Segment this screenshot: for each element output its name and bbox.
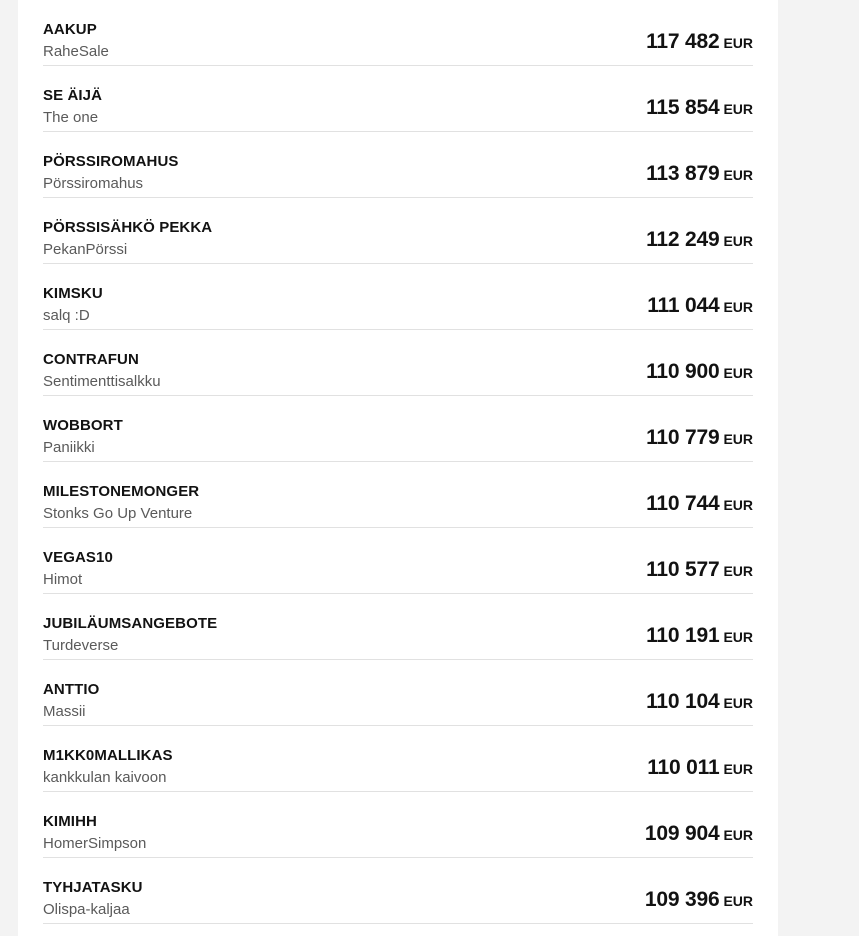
portfolio-name: PekanPörssi	[43, 241, 128, 258]
leaderboard-row-14[interactable]	[43, 858, 753, 924]
leaderboard-row-7[interactable]	[43, 396, 753, 462]
portfolio-value	[646, 558, 753, 584]
portfolio-value	[647, 294, 753, 320]
portfolio-value-currency: EUR	[723, 497, 753, 513]
portfolio-name: Olispa-kaljaa	[43, 901, 130, 918]
portfolio-name: HomerSimpson	[43, 835, 147, 852]
portfolio-value-amount: 110 577	[646, 558, 720, 581]
portfolio-value	[646, 624, 753, 650]
player-nickname: ANTTIO	[43, 681, 100, 698]
portfolio-value	[646, 690, 753, 716]
leaderboard-panel	[18, 0, 778, 936]
portfolio-value-amount: 109 904	[644, 822, 720, 845]
portfolio-value	[646, 360, 753, 386]
portfolio-name: Himot	[43, 571, 83, 588]
player-nickname: PÖRSSIROMAHUS	[43, 153, 179, 170]
portfolio-name: Turdeverse	[43, 637, 119, 654]
leaderboard-row-6[interactable]	[43, 330, 753, 396]
portfolio-name: Sentimenttisalkku	[43, 373, 161, 390]
player-nickname: KIMSKU	[43, 285, 103, 302]
leaderboard-row-9[interactable]	[43, 528, 753, 594]
player-nickname: VEGAS10	[43, 549, 113, 566]
player-nickname: TYHJATASKU	[43, 879, 143, 896]
portfolio-value-amount: 115 854	[646, 96, 720, 119]
portfolio-value-currency: EUR	[723, 827, 753, 843]
portfolio-value-amount: 110 191	[646, 624, 720, 647]
portfolio-value	[646, 96, 753, 122]
portfolio-value-currency: EUR	[723, 101, 753, 117]
portfolio-value-currency: EUR	[723, 761, 753, 777]
portfolio-name: salq :D	[43, 307, 90, 324]
portfolio-value-currency: EUR	[723, 431, 753, 447]
leaderboard-row-13[interactable]	[43, 792, 753, 858]
leaderboard-row-12[interactable]	[43, 726, 753, 792]
portfolio-name: Stonks Go Up Venture	[43, 505, 193, 522]
leaderboard-row-2[interactable]	[43, 66, 753, 132]
portfolio-value-currency: EUR	[723, 629, 753, 645]
portfolio-name: Massii	[43, 703, 86, 720]
portfolio-name: kankkulan kaivoon	[43, 769, 167, 786]
portfolio-value	[645, 822, 753, 848]
portfolio-value-amount: 110 104	[646, 690, 720, 713]
player-nickname: KIMIHH	[43, 813, 97, 830]
portfolio-value-amount: 111 044	[647, 294, 720, 317]
portfolio-value-amount: 113 879	[646, 162, 720, 185]
leaderboard-row-8[interactable]	[43, 462, 753, 528]
portfolio-value-currency: EUR	[723, 563, 753, 579]
portfolio-value	[645, 888, 753, 914]
leaderboard-row-10[interactable]	[43, 594, 753, 660]
portfolio-value	[646, 162, 753, 188]
portfolio-value-currency: EUR	[723, 167, 753, 183]
player-nickname: MILESTONEMONGER	[43, 483, 200, 500]
portfolio-value-amount: 109 396	[644, 888, 720, 911]
portfolio-value-amount: 110 900	[646, 360, 720, 383]
portfolio-value-currency: EUR	[723, 695, 753, 711]
portfolio-name: Paniikki	[43, 439, 95, 456]
portfolio-value-amount: 110 011	[647, 756, 720, 779]
portfolio-value	[646, 426, 753, 452]
portfolio-value-currency: EUR	[723, 35, 753, 51]
leaderboard-row-1[interactable]	[43, 0, 753, 66]
portfolio-value-currency: EUR	[723, 365, 753, 381]
player-nickname: SE ÄIJÄ	[43, 87, 103, 104]
leaderboard-row-5[interactable]	[43, 264, 753, 330]
leaderboard-row-3[interactable]	[43, 132, 753, 198]
player-nickname: CONTRAFUN	[43, 351, 139, 368]
portfolio-value	[646, 492, 753, 518]
portfolio-value-amount: 110 779	[646, 426, 720, 449]
portfolio-value-amount: 117 482	[646, 30, 720, 53]
portfolio-value-currency: EUR	[723, 299, 753, 315]
portfolio-value-amount: 110 744	[646, 492, 720, 515]
player-nickname: M1KK0MALLIKAS	[43, 747, 173, 764]
player-nickname: AAKUP	[43, 21, 97, 38]
portfolio-value	[647, 756, 753, 782]
player-nickname: JUBILÄUMSANGEBOTE	[43, 615, 218, 632]
portfolio-value-currency: EUR	[723, 233, 753, 249]
portfolio-name: Pörssiromahus	[43, 175, 144, 192]
portfolio-name: The one	[43, 109, 99, 126]
leaderboard-row-4[interactable]	[43, 198, 753, 264]
player-nickname: PÖRSSISÄHKÖ PEKKA	[43, 219, 213, 236]
portfolio-value	[646, 228, 753, 254]
portfolio-value	[646, 30, 753, 56]
portfolio-name: RaheSale	[43, 43, 109, 60]
portfolio-value-currency: EUR	[723, 893, 753, 909]
player-nickname: WOBBORT	[43, 417, 123, 434]
leaderboard-list	[43, 0, 753, 924]
leaderboard-row-11[interactable]	[43, 660, 753, 726]
portfolio-value-amount: 112 249	[646, 228, 720, 251]
